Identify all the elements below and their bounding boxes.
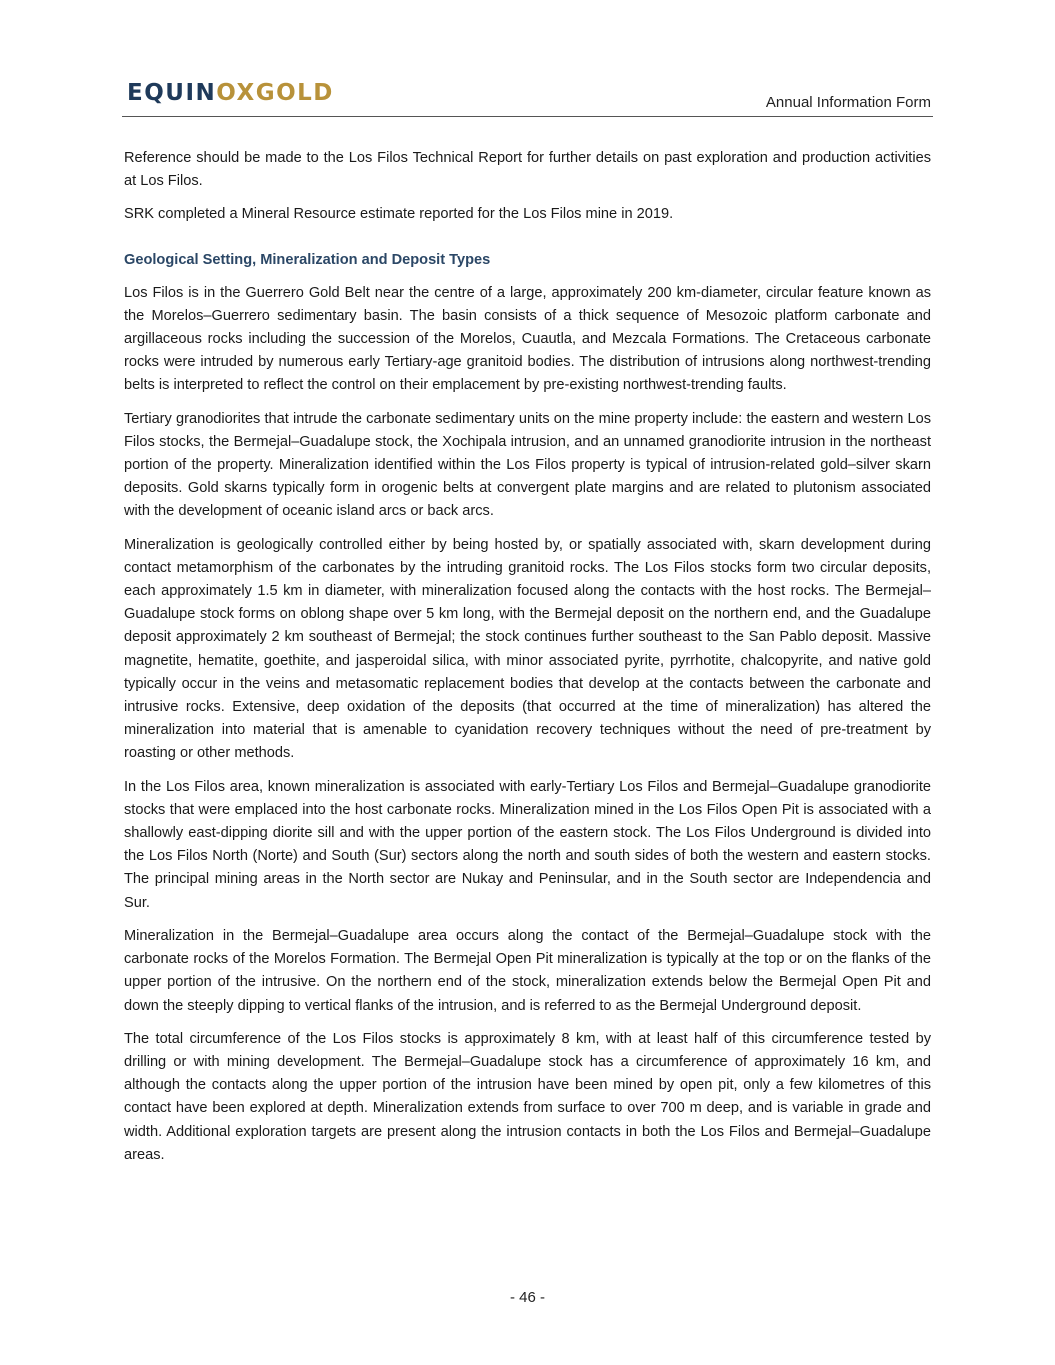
section-paragraph-6: The total circumference of the Los Filos stocks is approximately 8 km, with at least half of this circumference tested by drilling or with mining development. The Bermejal–Guadalupe stock has a circumference of approximately 16 km, and although the contacts along the upper portion of the intrusion have been mined by open pit, only a few kilometres of this contact have been explored at depth. Mineralization extends from surface to over 700 m deep, and is variable in grade and width. Additional exploration targets are present along the intrusion contacts in both the Los Filos and Bermejal–Guadalupe areas. — [124, 1030, 931, 1163]
section-paragraph-4: In the Los Filos area, known mineralization is associated with early-Tertiary Los Filos and Bermejal–Guadalupe granodiorite stocks that were emplaced into the host carbonate rocks. Mineralization mined in the Los Filos Open Pit is associated with a shallowly east-dipping diorite sill and with the upper portion of the eastern stock. The Los Filos Underground is divided into the Los Filos North (Norte) and South (Sur) sectors along the north and south sides of both the western and eastern stocks. The principal mining areas in the North sector are Nukay and Peninsular, and in the South sector are Independencia and Sur. — [124, 778, 931, 911]
section-paragraph-3: Mineralization is geologically controlled either by being hosted by, or spatially associated with, skarn development during contact metamorphism of the carbonates by the intruding granitoid rocks. The Los Filos stocks form two circular deposits, each approximately 1.5 km in diameter, with mineralization focused along the contacts with the host rocks. The Bermejal–Guadalupe stock forms on oblong shape over 5 km long, with the Bermejal deposit on the northern end, and the Guadalupe deposit approximately 2 km southeast of Bermejal; the stock continues further southeast to the San Pablo deposit. Massive magnetite, hematite, goethite, and jasperoidal silica, with minor associated pyrite, pyrrhotite, chalcopyrite, and native gold typically occur in the veins and metasomatic replacement bodies that develop at the contacts between the carbonate and intrusive rocks. Extensive, deep oxidation of the deposits (that occurred at the time of mineralization) has altered the mineralization into material that is amenable to cyanidation recovery techniques without the need of pre-treatment by roasting or other methods. — [124, 536, 931, 762]
section-heading: Geological Setting, Mineralization and Deposit Types — [124, 251, 491, 268]
logo-text-ox: OX — [216, 80, 256, 106]
logo-text-gold: GOLD — [255, 80, 334, 106]
section-paragraph-2: Tertiary granodiorites that intrude the carbonate sedimentary units on the mine property include: the eastern and western Los Filos stocks, the Bermejal–Guadalupe stock, the Xochipala intrusion, and an unnamed granodiorite intrusion in the northeast portion of the property. Mineralization identified within the Los Filos property is typical of intrusion-related gold–silver skarn deposits. Gold skarns typically form in orogenic belts at convergent plate margins and are related to plutonism associated with the development of oceanic island arcs or back arcs. — [124, 410, 931, 520]
document-title: Annual Information Form — [765, 94, 931, 111]
intro-paragraph-1: Reference should be made to the Los Filos Technical Report for further details on past exploration and production activities at Los Filos. — [124, 150, 931, 190]
page-body — [124, 147, 931, 1177]
page-number: - 46 - — [509, 1289, 545, 1306]
section-paragraph-5: Mineralization in the Bermejal–Guadalupe area occurs along the contact of the Bermejal–Guadalupe stock with the carbonate rocks of the Morelos Formation. The Bermejal Open Pit mineralization is typically at the top or on the flanks of the upper portion of the intrusive. On the northern end of the stock, mineralization extends below the Bermejal Open Pit and down the steeply dipping to vertical flanks of the intrusion, and is referred to as the Bermejal Underground deposit. — [124, 927, 931, 1014]
page-header — [122, 78, 933, 117]
company-logo — [127, 80, 334, 106]
logo-text-equin: EQUIN — [127, 80, 217, 106]
section-paragraph-1: Los Filos is in the Guerrero Gold Belt near the centre of a large, approximately 200 km-diameter, circular feature known as the Morelos–Guerrero sedimentary basin. The basin consists of a thick sequence of Mesozoic platform carbonate and argillaceous rocks including the succession of the Morelos, Cuautla, and Mezcala Formations. The Cretaceous carbonate rocks were intruded by numerous early Tertiary-age granitoid bodies. The distribution of intrusions along northwest-trending belts is interpreted to reflect the control on their emplacement by pre-existing northwest-trending faults. — [124, 284, 931, 394]
intro-paragraph-2: SRK completed a Mineral Resource estimate reported for the Los Filos mine in 2019. — [124, 206, 674, 223]
